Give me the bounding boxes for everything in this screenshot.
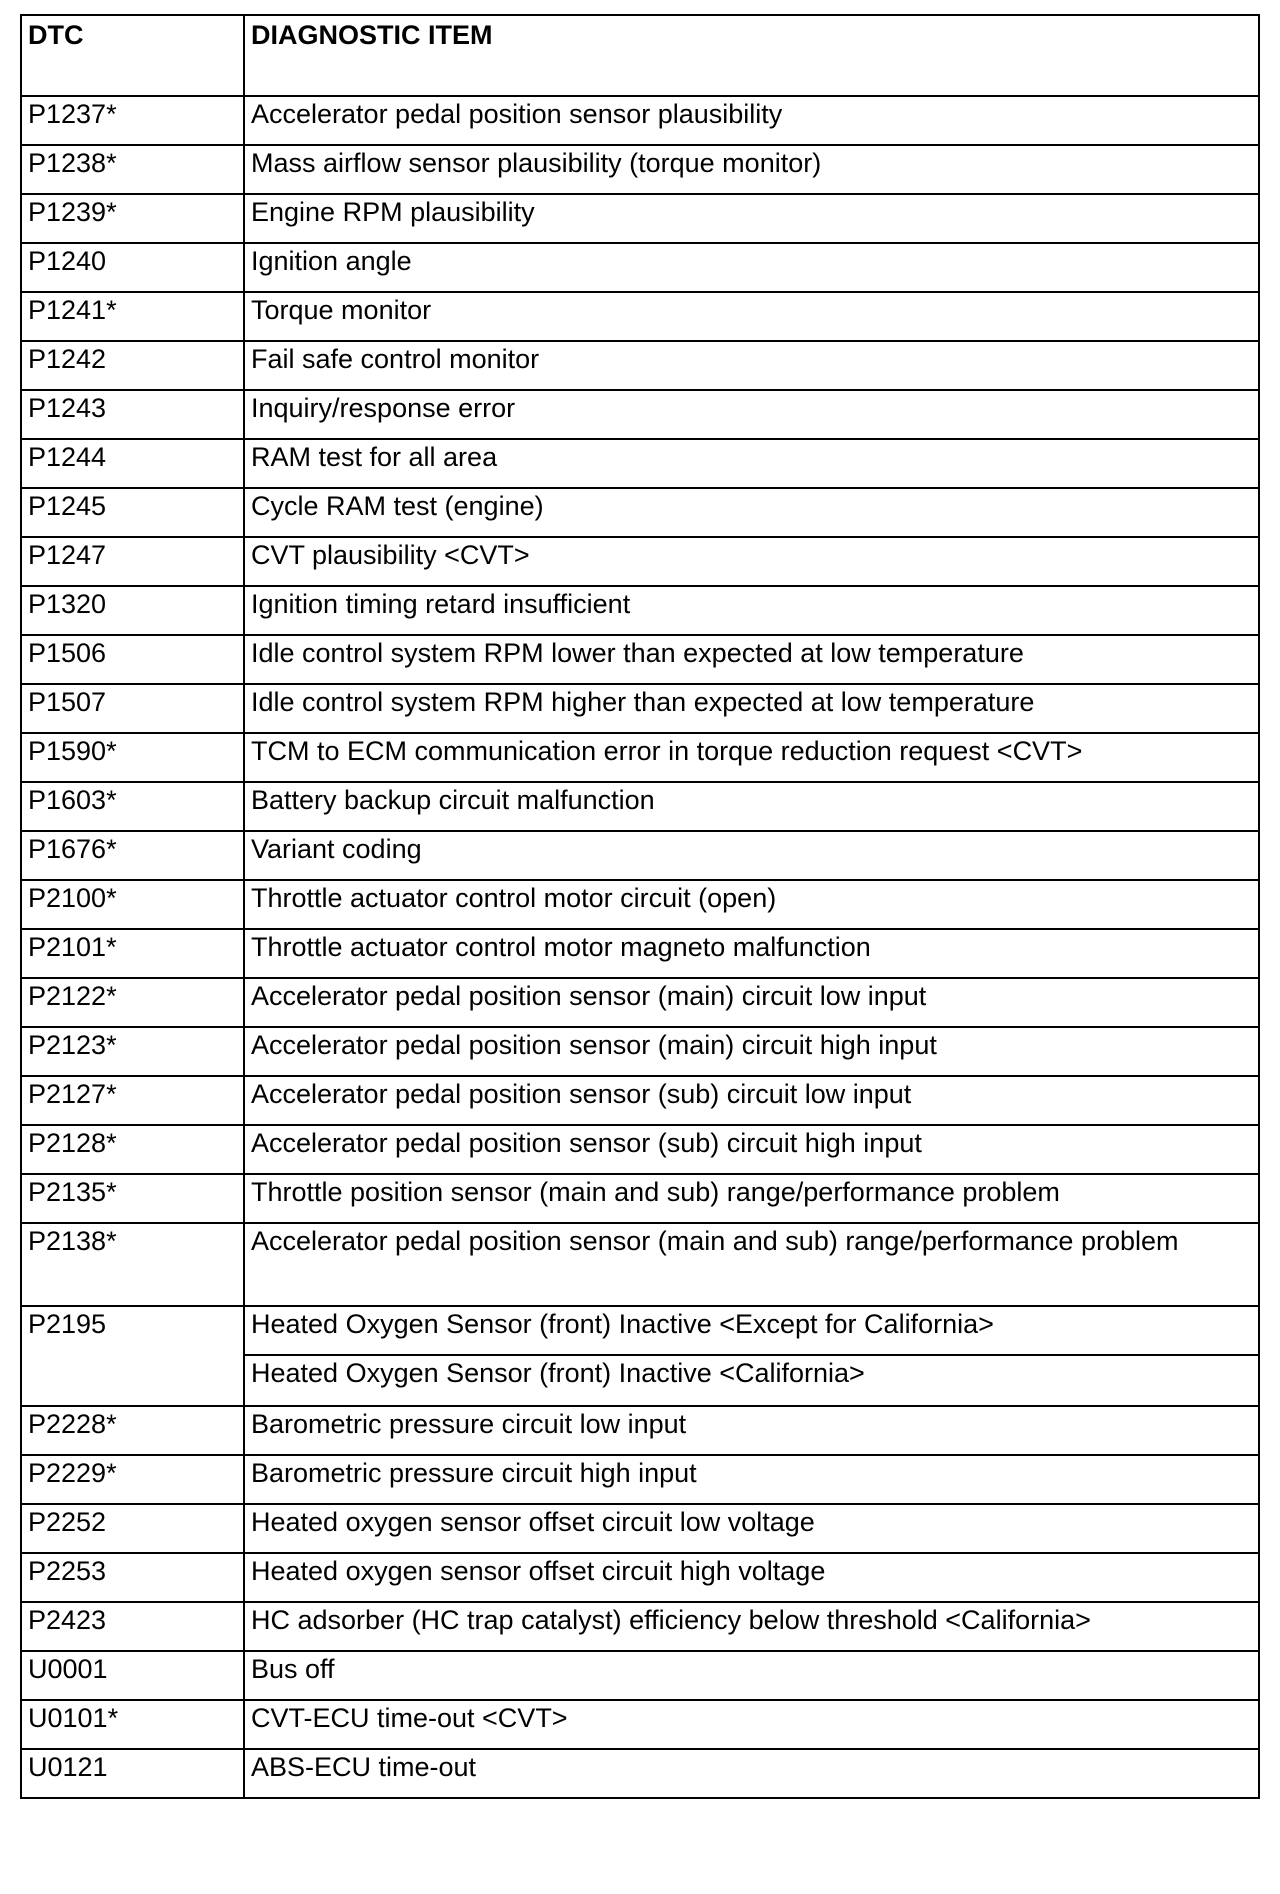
- dtc-code-cell: P1240: [21, 243, 244, 292]
- dtc-code-cell: P2101*: [21, 929, 244, 978]
- diagnostic-item-cell: Throttle actuator control motor circuit (open): [244, 880, 1259, 929]
- diagnostic-item-cell: Heated oxygen sensor offset circuit high voltage: [244, 1553, 1259, 1602]
- dtc-code-cell: P1237*: [21, 96, 244, 145]
- diagnostic-item-cell: RAM test for all area: [244, 439, 1259, 488]
- table-row: [21, 831, 1259, 880]
- diagnostic-item-cell: Throttle position sensor (main and sub) range/performance problem: [244, 1174, 1259, 1223]
- table-header-row: [21, 15, 1259, 96]
- dtc-code-cell: P2123*: [21, 1027, 244, 1076]
- dtc-code-cell: P1247: [21, 537, 244, 586]
- dtc-code-cell: P2253: [21, 1553, 244, 1602]
- table-row: [21, 635, 1259, 684]
- diagnostic-item-cell: Idle control system RPM higher than expected at low temperature: [244, 684, 1259, 733]
- table-row: [21, 1076, 1259, 1125]
- dtc-code-cell: P1244: [21, 439, 244, 488]
- table-row: [21, 1306, 1259, 1355]
- table-row: [21, 978, 1259, 1027]
- diagnostic-item-cell: HC adsorber (HC trap catalyst) efficiency below threshold <California>: [244, 1602, 1259, 1651]
- diagnostic-item-cell: Accelerator pedal position sensor (sub) circuit low input: [244, 1076, 1259, 1125]
- dtc-code-cell: P2195: [21, 1306, 244, 1406]
- diagnostic-item-cell: Fail safe control monitor: [244, 341, 1259, 390]
- table-row: [21, 782, 1259, 831]
- diagnostic-item-cell: Barometric pressure circuit low input: [244, 1406, 1259, 1455]
- table-row: [21, 194, 1259, 243]
- dtc-code-cell: P1320: [21, 586, 244, 635]
- dtc-table: [20, 14, 1260, 1799]
- dtc-code-cell: P2100*: [21, 880, 244, 929]
- table-row: [21, 1651, 1259, 1700]
- diagnostic-item-cell: Cycle RAM test (engine): [244, 488, 1259, 537]
- table-row: [21, 1455, 1259, 1504]
- diagnostic-item-cell: CVT-ECU time-out <CVT>: [244, 1700, 1259, 1749]
- table-row: [21, 1504, 1259, 1553]
- diagnostic-item-cell: Heated oxygen sensor offset circuit low voltage: [244, 1504, 1259, 1553]
- table-row: [21, 1125, 1259, 1174]
- dtc-code-cell: P2138*: [21, 1223, 244, 1306]
- table-row: [21, 537, 1259, 586]
- dtc-code-cell: P2122*: [21, 978, 244, 1027]
- table-row: [21, 439, 1259, 488]
- table-row: [21, 586, 1259, 635]
- table-row: [21, 243, 1259, 292]
- dtc-code-cell: P1603*: [21, 782, 244, 831]
- diagnostic-item-cell: Accelerator pedal position sensor (sub) circuit high input: [244, 1125, 1259, 1174]
- diagnostic-item-cell: Idle control system RPM lower than expected at low temperature: [244, 635, 1259, 684]
- diagnostic-item-cell: Battery backup circuit malfunction: [244, 782, 1259, 831]
- dtc-code-cell: U0101*: [21, 1700, 244, 1749]
- dtc-code-cell: P1242: [21, 341, 244, 390]
- table-row: [21, 1223, 1259, 1306]
- diagnostic-item-cell: Ignition timing retard insufficient: [244, 586, 1259, 635]
- dtc-code-cell: P1590*: [21, 733, 244, 782]
- diagnostic-item-cell: Inquiry/response error: [244, 390, 1259, 439]
- diagnostic-item-cell: TCM to ECM communication error in torque reduction request <CVT>: [244, 733, 1259, 782]
- table-row: [21, 1174, 1259, 1223]
- diagnostic-item-cell: Engine RPM plausibility: [244, 194, 1259, 243]
- dtc-code-cell: P1241*: [21, 292, 244, 341]
- table-row: [21, 96, 1259, 145]
- dtc-code-cell: P1245: [21, 488, 244, 537]
- diagnostic-item-cell: Mass airflow sensor plausibility (torque monitor): [244, 145, 1259, 194]
- diagnostic-item-cell: Heated Oxygen Sensor (front) Inactive <Except for California>: [244, 1306, 1259, 1355]
- diagnostic-item-cell: Throttle actuator control motor magneto malfunction: [244, 929, 1259, 978]
- table-row: [21, 145, 1259, 194]
- dtc-code-cell: U0001: [21, 1651, 244, 1700]
- table-row: [21, 733, 1259, 782]
- diagnostic-item-cell: Barometric pressure circuit high input: [244, 1455, 1259, 1504]
- dtc-code-cell: P2229*: [21, 1455, 244, 1504]
- dtc-code-cell: P1238*: [21, 145, 244, 194]
- table-row: [21, 929, 1259, 978]
- dtc-code-cell: P2135*: [21, 1174, 244, 1223]
- dtc-code-cell: P1243: [21, 390, 244, 439]
- table-row: [21, 390, 1259, 439]
- table-row: [21, 1553, 1259, 1602]
- dtc-code-cell: P2228*: [21, 1406, 244, 1455]
- diagnostic-item-cell: Accelerator pedal position sensor (main and sub) range/performance problem: [244, 1223, 1259, 1306]
- dtc-code-cell: U0121: [21, 1749, 244, 1798]
- diagnostic-item-cell: CVT plausibility <CVT>: [244, 537, 1259, 586]
- diagnostic-item-cell: Torque monitor: [244, 292, 1259, 341]
- dtc-code-cell: P1239*: [21, 194, 244, 243]
- diagnostic-item-cell: Accelerator pedal position sensor plausibility: [244, 96, 1259, 145]
- header-dtc: DTC: [21, 15, 244, 96]
- header-diagnostic-item: DIAGNOSTIC ITEM: [244, 15, 1259, 96]
- diagnostic-item-cell: Bus off: [244, 1651, 1259, 1700]
- table-row: [21, 684, 1259, 733]
- dtc-code-cell: P2423: [21, 1602, 244, 1651]
- diagnostic-item-cell: Accelerator pedal position sensor (main) circuit high input: [244, 1027, 1259, 1076]
- table-row: [21, 1602, 1259, 1651]
- dtc-code-cell: P2127*: [21, 1076, 244, 1125]
- table-row: [21, 292, 1259, 341]
- diagnostic-item-cell: Heated Oxygen Sensor (front) Inactive <California>: [244, 1355, 1259, 1406]
- table-row: [21, 488, 1259, 537]
- diagnostic-item-cell: Ignition angle: [244, 243, 1259, 292]
- dtc-code-cell: P1676*: [21, 831, 244, 880]
- dtc-code-cell: P2128*: [21, 1125, 244, 1174]
- document-page: [20, 14, 1258, 1881]
- diagnostic-item-cell: Variant coding: [244, 831, 1259, 880]
- table-row: [21, 880, 1259, 929]
- table-row: [21, 1749, 1259, 1798]
- table-row: [21, 1406, 1259, 1455]
- dtc-code-cell: P1507: [21, 684, 244, 733]
- diagnostic-item-cell: ABS-ECU time-out: [244, 1749, 1259, 1798]
- table-row: [21, 1027, 1259, 1076]
- diagnostic-item-cell: Accelerator pedal position sensor (main) circuit low input: [244, 978, 1259, 1027]
- dtc-code-cell: P1506: [21, 635, 244, 684]
- table-row: [21, 1700, 1259, 1749]
- table-row: [21, 341, 1259, 390]
- dtc-code-cell: P2252: [21, 1504, 244, 1553]
